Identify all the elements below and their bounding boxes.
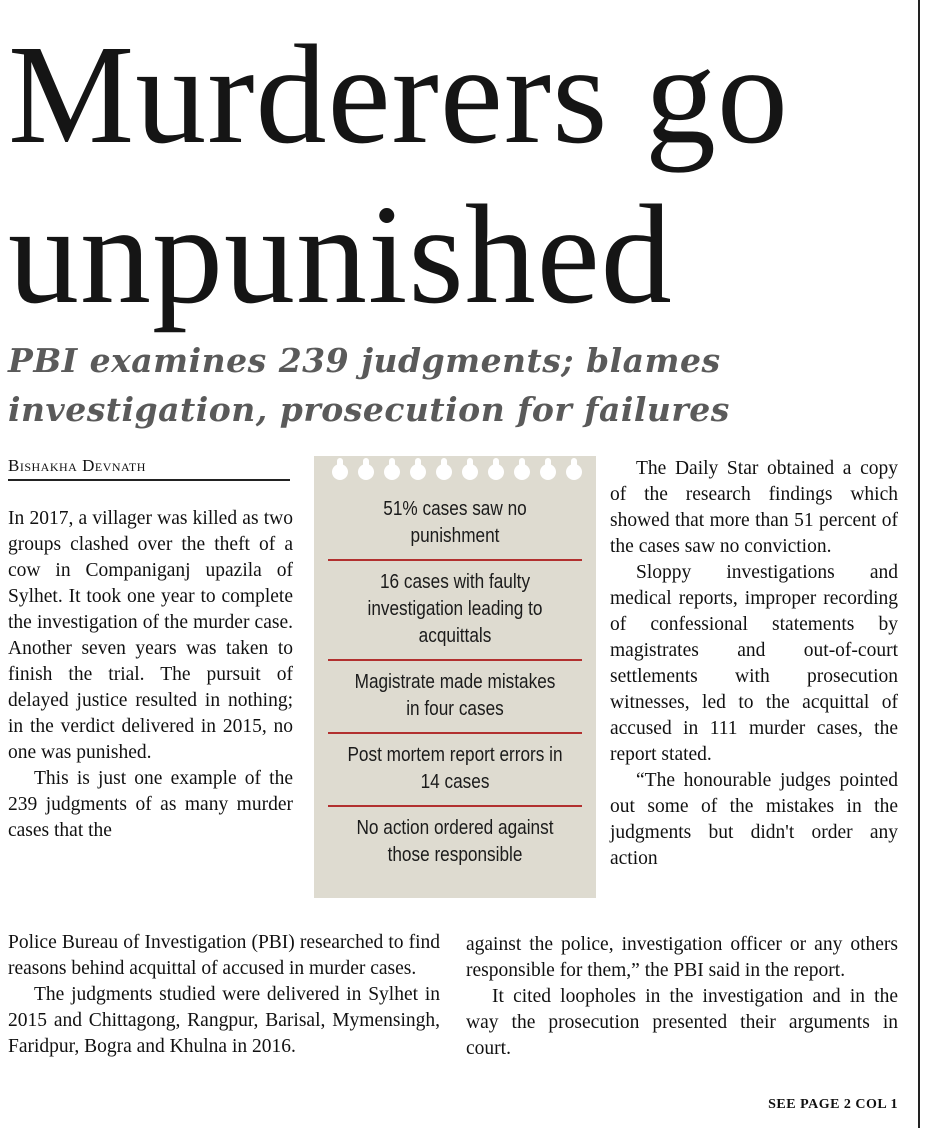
finding-item: Post mortem report errors in 14 cases	[347, 744, 563, 793]
finding-divider	[328, 559, 582, 561]
paragraph: The judgments studied were delivered in Sylhet in 2015 and Chittagong, Rangpur, Barisal, Mymensingh, Faridpur, Bogra and Khulna in 2016.	[8, 984, 440, 1057]
finding-item: No action ordered against those responsible	[356, 817, 554, 866]
findings-list	[328, 492, 582, 874]
article-column-3	[610, 456, 898, 872]
hole-icon	[488, 464, 504, 480]
hole-icon	[384, 464, 400, 480]
article-column-1	[8, 506, 293, 844]
hole-icon	[462, 464, 478, 480]
key-findings-notepad	[314, 456, 596, 898]
finding-item: 16 cases with faulty investigation leading to acquittals	[367, 571, 543, 647]
continued-jump-line: SEE PAGE 2 COL 1	[768, 1097, 898, 1112]
article-column-1-continued	[8, 930, 440, 1060]
finding-divider	[328, 732, 582, 734]
paragraph: The Daily Star obtained a copy of the research findings which showed that more than 51 percent of the cases saw no conviction.	[610, 458, 898, 557]
hole-icon	[358, 464, 374, 480]
paragraph: against the police, investigation officer or any others responsible for them,” the PBI said in the report.	[466, 934, 898, 981]
headline-line-2: unpunished	[8, 175, 673, 333]
column-rule	[918, 0, 920, 1128]
subheadline	[8, 336, 913, 434]
hole-icon	[410, 464, 426, 480]
headline-line-1: Murderers go	[8, 15, 789, 173]
article-column-3-continued	[466, 932, 898, 1062]
paragraph: Police Bureau of Investigation (PBI) researched to find reasons behind acquittal of accused in murder cases.	[8, 932, 440, 979]
hole-icon	[436, 464, 452, 480]
subhead-line-1: PBI examines 239 judgments; blames	[8, 341, 721, 380]
subhead-line-2: investigation, prosecution for failures	[8, 390, 730, 429]
paragraph: This is just one example of the 239 judgments of as many murder cases that the	[8, 768, 293, 841]
finding-divider	[328, 659, 582, 661]
paragraph: Sloppy investigations and medical reports, improper recording of confessional statements by magistrates and out-of-court settlements with prosecution witnesses, led to the acquittal of accused in 111 murder cases, the report stated.	[610, 562, 898, 765]
finding-divider	[328, 805, 582, 807]
headline	[8, 14, 913, 334]
finding-item: 51% cases saw no punishment	[383, 498, 527, 547]
notepad-binding-holes	[332, 462, 582, 484]
hole-icon	[566, 464, 582, 480]
paragraph: In 2017, a villager was killed as two groups clashed over the theft of a cow in Companiganj upazila of Sylhet. It took one year to complete the investigation of the murder case. Another seven years was taken to finish the trial. The pursuit of delayed justice resulted in nothing; in the verdict delivered in 2015, no one was punished.	[8, 508, 293, 763]
hole-icon	[332, 464, 348, 480]
finding-item: Magistrate made mistakes in four cases	[354, 671, 556, 720]
hole-icon	[514, 464, 530, 480]
paragraph: “The honourable judges pointed out some of the mistakes in the judgments but didn't order any action	[610, 770, 898, 869]
paragraph: It cited loopholes in the investigation and in the way the prosecution presented their arguments in court.	[466, 986, 898, 1059]
hole-icon	[540, 464, 556, 480]
byline: Bishakha Devnath	[8, 456, 290, 481]
